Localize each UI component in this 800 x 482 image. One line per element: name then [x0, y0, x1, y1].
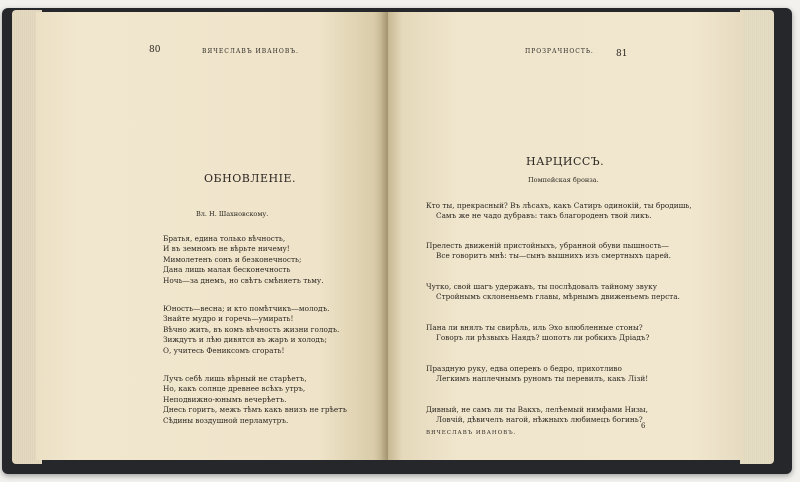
poem-line: И въ земномъ не вѣрьте ничему!: [163, 244, 290, 254]
poem-line: Зиждутъ и лѣю дивятся въ жаръ и холодъ;: [163, 335, 327, 345]
poem-line: Сѣдины воздушной перламутръ.: [163, 415, 289, 425]
poem-line: Неподвижно-юнымъ вечерѣетъ.: [163, 394, 287, 404]
poem-title-left: ОБНОВЛЕНІЕ.: [204, 172, 296, 185]
poem-line: Ночь—за днемъ, но свѣтъ смѣняетъ тьму.: [163, 275, 324, 285]
poem-line: Днесь горитъ, межъ тѣмъ какъ внизъ не грѣетъ: [163, 405, 347, 415]
couplet-1: [426, 201, 692, 222]
couplet-3: [426, 282, 680, 303]
stanza-2: [163, 304, 339, 356]
right-page-number: 81: [616, 49, 628, 59]
right-running-head: ПРОЗРАЧНОСТЬ.: [525, 48, 594, 55]
right-page-edges: [740, 10, 774, 464]
poem-line: Но, какъ солнце древнее всѣхъ утръ,: [163, 384, 306, 394]
poem-line: Дивный, не самъ ли ты Вакхъ, лелѣемый нимфами Низы,: [426, 405, 648, 414]
couplet-4: [426, 323, 649, 344]
poem-line: Чутко, свой шагъ удержавъ, ты послѣдовалъ тайному звуку: [426, 282, 657, 291]
poem-line: Пана ли внялъ ты свирѣль, иль Эхо влюбленные стоны?: [426, 323, 643, 332]
poem-line: Кто ты, прекрасный? Въ лѣсахъ, какъ Сатиръ одинокій, ты бродишь,: [426, 201, 692, 210]
sheet-number: 6: [641, 422, 646, 430]
stanza-1: [163, 234, 324, 286]
poem-line: Знайте мудро и горечь—умирать!: [163, 314, 294, 324]
poem-line: Говоръ ли рѣзвыхъ Наядъ? шопотъ ли робкихъ Дріадъ?: [436, 333, 650, 343]
poem-line: Легкимъ наплечнымъ руномъ ты перевилъ, какъ Лізй!: [436, 374, 649, 384]
signature-mark: ВЯЧЕСЛАВЪ ИВАНОВЪ.: [426, 430, 517, 436]
poem-line: Праздную руку, едва оперевъ о бедро, прихотливо: [426, 364, 622, 373]
poem-line: Прелесть движеній пристойныхъ, убранной обуви пышность—: [426, 241, 669, 250]
couplet-6: [426, 405, 648, 426]
left-page-number: 80: [149, 45, 161, 55]
poem-title-right: НАРЦИССЪ.: [526, 155, 605, 168]
left-running-head: ВЯЧЕСЛАВЪ ИВАНОВЪ.: [202, 48, 299, 55]
poem-line: О, учитесь Фениксомъ сгорать!: [163, 345, 285, 355]
couplet-5: [426, 364, 648, 385]
poem-subtitle: Помпейская бронза.: [528, 176, 599, 184]
poem-dedication: Вл. Н. Шахновскому.: [196, 210, 269, 218]
stanza-3: [163, 374, 347, 426]
poem-line: Лучъ себѣ лишь вѣрный не старѣетъ,: [163, 374, 307, 383]
left-page: [36, 12, 388, 460]
poem-line: Дана лишь малая бесконечность: [163, 265, 291, 275]
couplet-2: [426, 241, 671, 262]
poem-line: Самъ же не чадо дубравъ: такъ благороденъ твой ликъ.: [436, 211, 652, 221]
right-page: [388, 12, 744, 460]
poem-line: Мимолетенъ сонъ и безконечность;: [163, 254, 302, 264]
poem-line: Ловчій, дѣвичелъ нагой, нѣжныхъ любимецъ богинь?: [436, 415, 643, 425]
poem-line: Стройнымъ склоненьемъ главы, мѣрнымъ движеньемъ перста.: [436, 292, 680, 302]
poem-line: Все говоритъ мнѣ: ты—сынъ вышнихъ изъ смертныхъ царей.: [436, 251, 671, 261]
poem-line: Вѣчно жить, въ комъ вѣчность жизни голодъ.: [163, 324, 340, 334]
poem-line: Братья, едина только вѣчность,: [163, 234, 286, 243]
poem-line: Юность—весна; и кто помѣтчикъ—молодъ.: [163, 304, 330, 313]
